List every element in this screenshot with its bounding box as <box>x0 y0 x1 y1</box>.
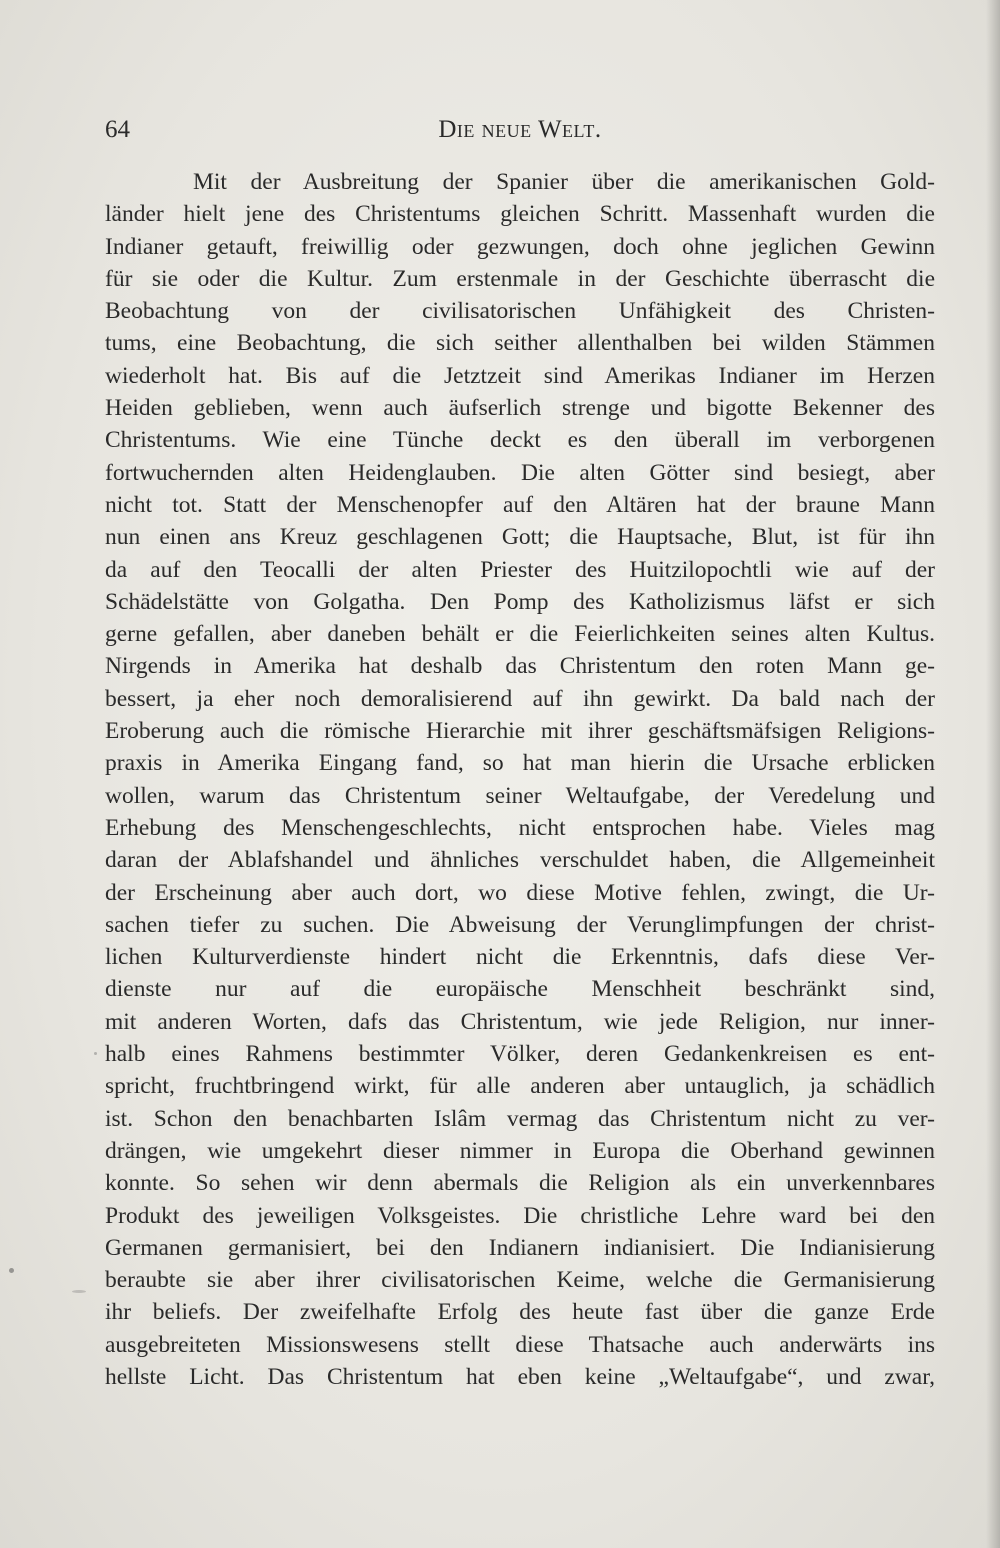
text-line: daran der Ablafshandel und ähnliches verschuldet haben, die Allgemeinheit <box>105 847 935 874</box>
paper-speck <box>94 1052 97 1055</box>
text-line: Eroberung auch die römische Hierarchie mit ihrer geschäftsmäfsigen Religions- <box>105 718 935 745</box>
page-number: 64 <box>105 116 130 143</box>
text-line: Indianer getauft, freiwillig oder gezwungen, doch ohne jeglichen Gewinn <box>105 233 935 260</box>
paper-speck <box>72 1290 86 1293</box>
text-line: Nirgends in Amerika hat deshalb das Christentum den roten Mann ge- <box>105 653 935 680</box>
text-line: Mit der Ausbreitung der Spanier über die amerikanischen Gold- <box>193 169 935 195</box>
text-line: Erhebung des Menschengeschlechts, nicht entsprochen habe. Vieles mag <box>105 814 935 841</box>
text-line: ist. Schon den benachbarten Islâm vermag das Christentum nicht zu ver- <box>105 1105 935 1132</box>
text-line: tums, eine Beobachtung, die sich seither allenthalben bei wilden Stämmen <box>105 330 935 357</box>
body-text <box>105 166 935 1393</box>
text-line: lichen Kulturverdienste hindert nicht die Erkenntnis, dafs diese Ver- <box>105 944 935 971</box>
page-header <box>105 112 935 148</box>
text-line: Heiden geblieben, wenn auch äufserlich strenge und bigotte Bekenner des <box>105 395 935 422</box>
text-line: ausgebreiteten Missionswesens stellt diese Thatsache auch anderwärts ins <box>105 1331 935 1358</box>
text-line: halb eines Rahmens bestimmter Völker, deren Gedankenkreisen es ent- <box>105 1041 935 1068</box>
text-line: Christentums. Wie eine Tünche deckt es den überall im verborgenen <box>105 427 935 454</box>
text-line: gerne gefallen, aber daneben behält er die Feierlichkeiten seines alten Kultus. <box>105 621 935 648</box>
text-line: Produkt des jeweiligen Volksgeistes. Die christliche Lehre ward bei den <box>105 1202 935 1229</box>
text-line: praxis in Amerika Eingang fand, so hat man hierin die Ursache erblicken <box>105 750 935 777</box>
text-line: drängen, wie umgekehrt dieser nimmer in Europa die Oberhand gewinnen <box>105 1137 935 1164</box>
text-line: wollen, warum das Christentum seiner Weltaufgabe, der Veredelung und <box>105 782 935 809</box>
text-line: Germanen germanisiert, bei den Indianern indianisiert. Die Indianisierung <box>105 1234 935 1261</box>
text-line: spricht, fruchtbringend wirkt, für alle anderen aber untauglich, ja schädlich <box>105 1073 935 1100</box>
running-head: Die neue Welt. <box>438 116 602 143</box>
text-line: wiederholt hat. Bis auf die Jetztzeit sind Amerikas Indianer im Herzen <box>105 362 935 389</box>
text-line: konnte. So sehen wir denn abermals die Religion als ein unverkennbares <box>105 1170 935 1197</box>
text-line: für sie oder die Kultur. Zum erstenmale in der Geschichte überrascht die <box>105 265 935 292</box>
paper-speck <box>9 1268 14 1273</box>
text-line: ihr beliefs. Der zweifelhafte Erfolg des heute fast über die ganze Erde <box>105 1299 935 1326</box>
text-line: dienste nur auf die europäische Menschheit beschränkt sind, <box>105 976 935 1003</box>
page-edge-shadow <box>986 0 1000 1548</box>
text-line: da auf den Teocalli der alten Priester des Huitzilopochtli wie auf der <box>105 556 935 583</box>
text-line: sachen tiefer zu suchen. Die Abweisung der Verunglimpfungen der christ- <box>105 911 935 938</box>
text-line: nun einen ans Kreuz geschlagenen Gott; die Hauptsache, Blut, ist für ihn <box>105 524 935 551</box>
text-line: hellste Licht. Das Christentum hat eben keine „Weltaufgabe“, und zwar, <box>105 1363 935 1390</box>
text-line: der Erscheinung aber auch dort, wo diese Motive fehlen, zwingt, die Ur- <box>105 879 935 906</box>
text-line: nicht tot. Statt der Menschenopfer auf den Altären hat der braune Mann <box>105 491 935 518</box>
text-line: Schädelstätte von Golgatha. Den Pomp des Katholizismus läfst er sich <box>105 588 935 615</box>
text-line: länder hielt jene des Christentums gleichen Schritt. Massenhaft wurden die <box>105 201 935 228</box>
text-line: beraubte sie aber ihrer civilisatorischen Keime, welche die Germanisierung <box>105 1267 935 1294</box>
text-line: Beobachtung von der civilisatorischen Unfähigkeit des Christen- <box>105 298 935 325</box>
text-line: bessert, ja eher noch demoralisierend auf ihn gewirkt. Da bald nach der <box>105 685 935 712</box>
text-line: fortwuchernden alten Heidenglauben. Die alten Götter sind besiegt, aber <box>105 459 935 486</box>
text-line: mit anderen Worten, dafs das Christentum, wie jede Religion, nur inner- <box>105 1008 935 1035</box>
